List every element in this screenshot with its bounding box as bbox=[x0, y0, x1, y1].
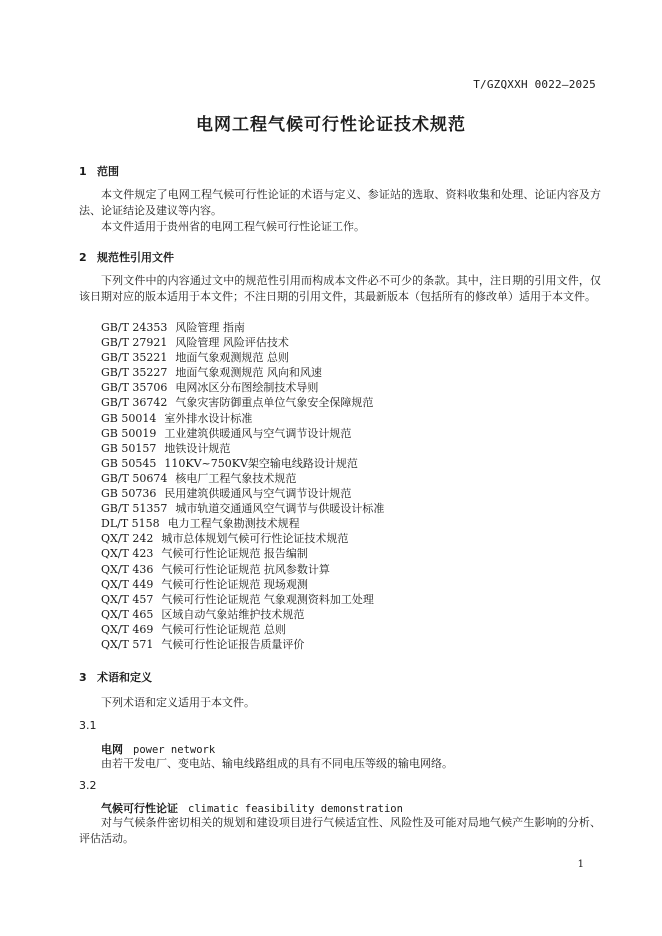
reference-title: 气候可行性论证报告质量评价 bbox=[161, 637, 305, 651]
reference-title: 城市轨道交通通风空气调节与供暖设计标准 bbox=[175, 502, 385, 516]
reference-title: 地面气象观测规范 总则 bbox=[175, 351, 289, 365]
reference-title: 气象灾害防御重点单位气象安全保障规范 bbox=[175, 396, 374, 410]
reference-code: QX/T 571 bbox=[101, 637, 154, 651]
reference-title: 核电厂工程气象技术规范 bbox=[175, 471, 297, 485]
reference-code: GB/T 35221 bbox=[101, 351, 168, 365]
reference-item bbox=[101, 380, 384, 395]
term-definition: 由若干发电厂、变电站、输电线路组成的具有不同电压等级的输电网络。 bbox=[101, 757, 453, 770]
reference-title: 地面气象观测规范 风向和风速 bbox=[175, 366, 322, 380]
reference-item bbox=[101, 546, 384, 561]
reference-item bbox=[101, 471, 384, 486]
section-1-para-1: 本文件规定了电网工程气候可行性论证的术语与定义、参证站的选取、资料收集和处理、论证内容及方法、论证结论及建议等内容。 bbox=[79, 188, 601, 217]
reference-title: 气候可行性论证规范 气象观测资料加工处理 bbox=[161, 592, 374, 606]
reference-code: GB/T 27921 bbox=[101, 336, 168, 350]
term-english: power network bbox=[133, 744, 216, 756]
section-number: 2 bbox=[79, 251, 87, 264]
section-3-para-1: 下列术语和定义适用于本文件。 bbox=[101, 696, 255, 709]
reference-code: QX/T 436 bbox=[101, 562, 154, 576]
reference-item bbox=[101, 592, 384, 607]
reference-code: GB 50545 bbox=[101, 456, 157, 470]
reference-item bbox=[101, 456, 384, 471]
reference-item bbox=[101, 320, 384, 335]
reference-code: GB 50736 bbox=[101, 487, 157, 501]
reference-title: 工业建筑供暖通风与空气调节设计规范 bbox=[164, 426, 352, 440]
term-number: 3.1 bbox=[79, 719, 97, 732]
reference-title: 风险管理 风险评估技术 bbox=[175, 336, 289, 350]
reference-item bbox=[101, 411, 384, 426]
reference-title: 电力工程气象勘测技术规程 bbox=[167, 517, 300, 531]
reference-title: 气候可行性论证规范 现场观测 bbox=[161, 577, 308, 591]
reference-title: 电网冰区分布图绘制技术导则 bbox=[175, 381, 319, 395]
page-number: 1 bbox=[577, 859, 584, 870]
normative-reference-list bbox=[101, 320, 384, 652]
reference-title: 气候可行性论证规范 报告编制 bbox=[161, 547, 308, 561]
reference-title: 区域自动气象站维护技术规范 bbox=[161, 607, 305, 621]
reference-code: GB 50014 bbox=[101, 411, 157, 425]
section-number: 3 bbox=[79, 671, 87, 684]
reference-code: QX/T 469 bbox=[101, 622, 154, 636]
reference-title: 民用建筑供暖通风与空气调节设计规范 bbox=[164, 487, 352, 501]
reference-code: GB/T 51357 bbox=[101, 502, 168, 516]
reference-item bbox=[101, 441, 384, 456]
reference-code: QX/T 423 bbox=[101, 547, 154, 561]
reference-item bbox=[101, 577, 384, 592]
reference-item bbox=[101, 516, 384, 531]
reference-title: 110KV~750KV架空输电线路设计规范 bbox=[164, 456, 358, 470]
reference-item bbox=[101, 365, 384, 380]
section-1-heading bbox=[79, 163, 119, 179]
term-heading bbox=[101, 741, 215, 757]
reference-code: GB 50157 bbox=[101, 441, 157, 455]
reference-item bbox=[101, 531, 384, 546]
section-3-heading bbox=[79, 669, 152, 685]
reference-item bbox=[101, 335, 384, 350]
section-2-para-1: 下列文件中的内容通过文中的规范性引用而构成本文件必不可少的条款。其中，注日期的引用文件，仅该日期对应的版本适用于本文件；不注日期的引用文件，其最新版本（包括所有的修改单）适用于本文件。 bbox=[79, 274, 601, 303]
section-number: 1 bbox=[79, 165, 87, 178]
reference-item bbox=[101, 486, 384, 501]
reference-item bbox=[101, 622, 384, 637]
term-number: 3.2 bbox=[79, 779, 97, 792]
reference-code: GB/T 36742 bbox=[101, 396, 168, 410]
term-english: climatic feasibility demonstration bbox=[188, 803, 403, 815]
section-1-para-2: 本文件适用于贵州省的电网工程气候可行性论证工作。 bbox=[101, 220, 365, 233]
reference-title: 气候可行性论证规范 抗风参数计算 bbox=[161, 562, 330, 576]
reference-code: DL/T 5158 bbox=[101, 517, 160, 531]
reference-title: 气候可行性论证规范 总则 bbox=[161, 622, 286, 636]
reference-item bbox=[101, 426, 384, 441]
reference-code: GB/T 50674 bbox=[101, 471, 168, 485]
reference-title: 室外排水设计标准 bbox=[164, 411, 253, 425]
term-heading bbox=[101, 800, 403, 816]
reference-code: QX/T 457 bbox=[101, 592, 154, 606]
section-title: 范围 bbox=[97, 165, 119, 178]
term-chinese: 电网 bbox=[101, 743, 123, 756]
reference-item bbox=[101, 395, 384, 410]
reference-item bbox=[101, 637, 384, 652]
reference-item bbox=[101, 501, 384, 516]
reference-item bbox=[101, 607, 384, 622]
reference-title: 城市总体规划气候可行性论证技术规范 bbox=[161, 532, 349, 546]
reference-title: 风险管理 指南 bbox=[175, 321, 245, 334]
term-chinese: 气候可行性论证 bbox=[101, 802, 178, 815]
document-title: 电网工程气候可行性论证技术规范 bbox=[196, 115, 466, 135]
reference-item bbox=[101, 562, 384, 577]
section-2-heading bbox=[79, 249, 174, 265]
reference-code: QX/T 449 bbox=[101, 577, 154, 591]
reference-code: GB/T 35706 bbox=[101, 381, 168, 395]
reference-code: QX/T 242 bbox=[101, 532, 154, 546]
reference-item bbox=[101, 350, 384, 365]
reference-code: GB 50019 bbox=[101, 426, 157, 440]
reference-code: QX/T 465 bbox=[101, 607, 154, 621]
reference-code: GB/T 24353 bbox=[101, 321, 168, 334]
section-title: 术语和定义 bbox=[97, 671, 152, 684]
reference-code: GB/T 35227 bbox=[101, 366, 168, 380]
section-title: 规范性引用文件 bbox=[97, 251, 174, 264]
reference-title: 地铁设计规范 bbox=[164, 441, 231, 455]
document-code: T/GZQXXH 0022—2025 bbox=[473, 78, 596, 91]
term-definition: 对与气候条件密切相关的规划和建设项目进行气候适宜性、风险性及可能对局地气候产生影响的分析、评估活动。 bbox=[79, 816, 601, 845]
